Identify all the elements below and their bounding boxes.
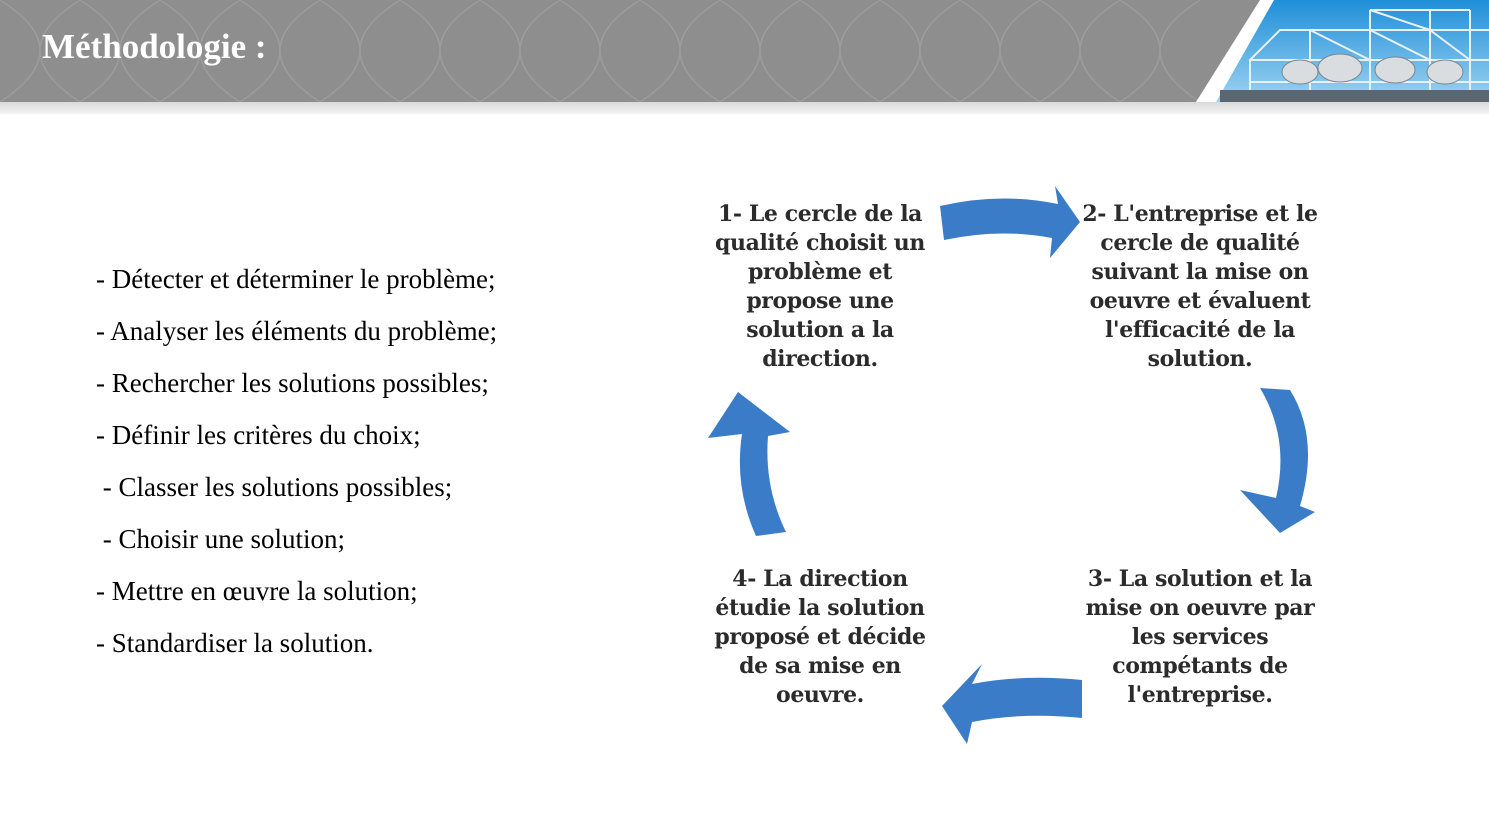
list-item: - Détecter et déterminer le problème;: [96, 264, 496, 294]
header-band: [0, 0, 1489, 102]
cycle-step-4: 4- La direction étudie la solution proposé et décide de sa mise en oeuvre.: [714, 566, 926, 708]
cycle-step-1: 1- Le cercle de la qualité choisit un problème et propose une solution a la direction.: [715, 201, 925, 372]
arrow-left-icon: [942, 664, 1082, 744]
cycle-step-3: 3- La solution et la mise on oeuvre par les services compétants de l'entreprise.: [1085, 566, 1315, 708]
arrow-right-shape: [940, 186, 1080, 258]
industrial-plant-photo: [1190, 0, 1489, 102]
methodology-steps-list: [96, 253, 497, 669]
arrow-down-shape: [1240, 388, 1315, 533]
header-shadow: [0, 102, 1489, 114]
list-item: - Définir les critères du choix;: [96, 420, 421, 450]
quality-circle-cycle-diagram: [690, 180, 1380, 750]
arrow-left-shape: [942, 664, 1082, 744]
list-item: - Mettre en œuvre la solution;: [96, 576, 418, 606]
list-item: - Rechercher les solutions possibles;: [96, 368, 489, 398]
arrow-down-icon: [1230, 388, 1320, 533]
list-item: - Standardiser la solution.: [96, 628, 374, 658]
arrow-up-shape: [708, 392, 790, 536]
cycle-step-2: 2- L'entreprise et le cercle de qualité suivant la mise on oeuvre et évaluent l'efficacité de la solution.: [1082, 201, 1318, 372]
arrow-right-icon: [940, 182, 1080, 262]
list-item: - Analyser les éléments du problème;: [96, 316, 498, 346]
slide-title: Méthodologie :: [42, 27, 267, 66]
arrow-up-icon: [708, 392, 798, 542]
list-item: - Choisir une solution;: [96, 524, 345, 554]
list-item: - Classer les solutions possibles;: [96, 472, 453, 502]
